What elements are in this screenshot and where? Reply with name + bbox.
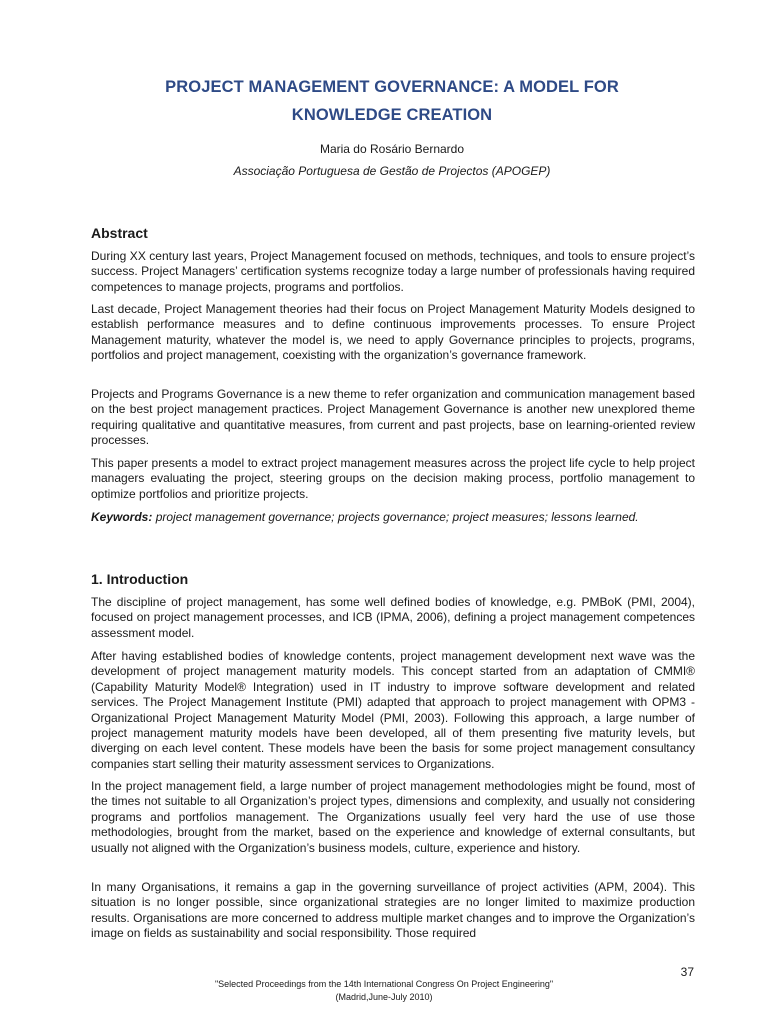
footer-location: (Madrid,June-July 2010) <box>335 992 433 1002</box>
keywords-line <box>91 510 695 525</box>
intro-paragraph-4: In many Organisations, it remains a gap in the governing surveillance of project activities (APM, 2004). This situation is no longer possible, since organizational strategies are no longer limited to maximize production results. Organisations are more concerned to address multiple market changes and to improve the Organization’s image on fields as sustainability and social responsibility. Those required <box>91 880 695 941</box>
abstract-paragraph-4: This paper presents a model to extract project management measures across the project life cycle to help project managers evaluating the project, steering groups on the decision making process, portfolio management to optimize portfolios and prioritize projects. <box>91 456 695 501</box>
keywords-label: Keywords: <box>91 510 153 524</box>
introduction-heading: 1. Introduction <box>91 571 189 587</box>
keywords-text: project management governance; projects governance; project measures; lessons learned. <box>155 510 639 524</box>
intro-paragraph-3: In the project management field, a large number of project management methodologies might be found, most of the times not suitable to all Organization’s project types, dimensions and complexity, and usually not considering programs and portfolios management. The Organizations usually feel very hard the use of use those methodologies, brought from the market, based on the experience and knowledge of external consultants, but usually not aligned with the Organization’s business models, culture, experience and history. <box>91 779 695 855</box>
abstract-paragraph-3: Projects and Programs Governance is a new theme to refer organization and communication management based on the best project management practices. Project Management Governance is another new unexplored theme requiring qualitative and quantitative measures, from current and past projects, base on learning-oriented review processes. <box>91 387 695 448</box>
intro-paragraph-1: The discipline of project management, has some well defined bodies of knowledge, e.g. PMBoK (PMI, 2004), focused on project management processes, and ICB (IPMA, 2006), defining a project management competences assessment model. <box>91 595 695 640</box>
author-name: Maria do Rosário Bernardo <box>319 142 465 156</box>
title-line-1: PROJECT MANAGEMENT GOVERNANCE: A MODEL FOR <box>165 78 619 96</box>
abstract-paragraph-2: Last decade, Project Management theories had their focus on Project Management Maturity Models designed to establish performance measures and to define continuous improvements processes. To ensure Project Management maturity, whatever the model is, we need to apply Governance principles to projects, programs, portfolios and project management, coexisting with the organization’s governance framework. <box>91 302 695 363</box>
abstract-heading: Abstract <box>91 225 148 241</box>
author-affiliation: Associação Portuguesa de Gestão de Projectos (APOGEP) <box>233 164 551 178</box>
intro-paragraph-2: After having established bodies of knowledge contents, project management development next wave was the development of project management maturity models. This concept started from an adaptation of CMMI® (Capability Maturity Model® Integration) used in IT industry to improve software development and related services. The Project Management Institute (PMI) adapted that approach to project management with OPM3 - Organizational Project Management Maturity Model (PMI, 2003). Following this approach, a large number of project management maturity models have been developed, all of them presenting five maturity levels, but diverging on each level content. These models have been the basis for some project management consultancy companies start selling their maturity assessment services to Organizations. <box>91 649 695 771</box>
footer-proceedings: "Selected Proceedings from the 14th International Congress On Project Engineering" <box>214 979 554 989</box>
title-line-2: KNOWLEDGE CREATION <box>291 106 493 124</box>
page-number: 37 <box>680 965 694 979</box>
abstract-paragraph-1: During XX century last years, Project Management focused on methods, techniques, and tools to ensure project’s success. Project Managers’ certification systems recognize today a large number of professionals having required competences to manage projects, programs and portfolios. <box>91 249 695 294</box>
paper-title <box>90 73 694 129</box>
page-footer <box>90 978 678 1004</box>
